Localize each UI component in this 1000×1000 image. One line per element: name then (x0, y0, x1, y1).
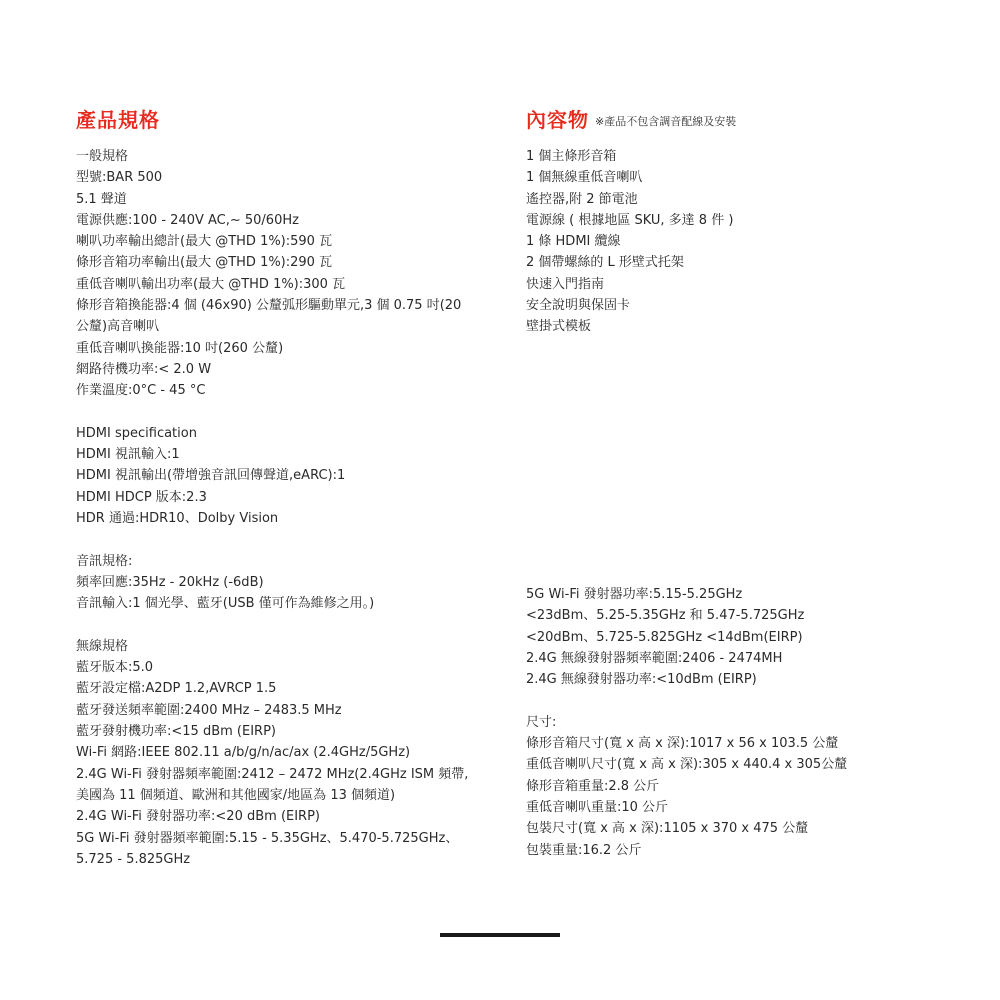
spec-line: 2.4G Wi-Fi 發射器功率:<20 dBm (EIRP) (76, 809, 321, 825)
spec-line: 公釐)高音喇叭 (76, 319, 160, 335)
box-content-item: 1 個主條形音箱 (526, 149, 617, 164)
spec-line: Wi-Fi 網路:IEEE 802.11 a/b/g/n/ac/ax (2.4GHz/5GHz) (76, 745, 411, 761)
spec-line: 5G Wi-Fi 發射器頻率範圍:5.15 - 5.35GHz、5.470-5.725GHz、 (76, 830, 459, 846)
spec-line: 2.4G 無線發射器頻率範圍:2406 - 2474MH (526, 650, 783, 666)
spec-line: 包裝尺寸(寬 x 高 x 深):1105 x 370 x 475 公釐 (526, 821, 809, 837)
box-contents-title: 內容物 (526, 108, 589, 132)
spec-line: 2.4G Wi-Fi 發射器頻率範圍:2412 – 2472 MHz(2.4GHz ISM 頻帶, (76, 766, 469, 782)
spec-line: 5.1 聲道 (76, 191, 127, 207)
box-contents-note: ※產品不包含調音配線及安裝 (595, 115, 737, 128)
spec-line: 型號:BAR 500 (76, 170, 163, 186)
box-content-item: 壁掛式模板 (526, 319, 592, 335)
box-content-item: 2 個帶螺絲的 L 形壁式托架 (526, 255, 684, 271)
spec-line (526, 690, 847, 711)
spec-line: 條形音箱尺寸(寬 x 高 x 深):1017 x 56 x 103.5 公釐 (526, 736, 839, 752)
spec-line: 尺寸: (526, 714, 557, 730)
spec-line: 頻率回應:35Hz - 20kHz (-6dB) (76, 574, 264, 590)
spec-line: 重低音喇叭尺寸(寬 x 高 x 深):305 x 440.4 x 305公釐 (526, 757, 848, 773)
spec-line: 藍牙發送頻率範圍:2400 MHz – 2483.5 MHz (76, 702, 342, 718)
spec-line: 作業溫度:0°C - 45 °C (76, 383, 206, 399)
spec-line: 2.4G 無線發射器功率:<10dBm (EIRP) (526, 672, 757, 688)
spec-line: 條形音箱功率輸出(最大 @THD 1%):290 瓦 (76, 255, 333, 271)
box-content-item: 快速入門指南 (526, 276, 605, 292)
box-content-item: 安全說明與保固卡 (526, 298, 631, 314)
spec-line (76, 615, 468, 636)
spec-line: 一般規格 (76, 149, 129, 164)
spec-line: 藍牙設定檔:A2DP 1.2,AVRCP 1.5 (76, 681, 277, 697)
spec-line: 藍牙版本:5.0 (76, 660, 154, 676)
spec-line: 藍牙發射機功率:<15 dBm (EIRP) (76, 724, 276, 740)
page-indicator-bar (440, 933, 560, 937)
spec-line: 包裝重量:16.2 公斤 (526, 842, 642, 858)
spec-line: 音訊規格: (76, 553, 133, 569)
box-contents-heading (526, 104, 736, 133)
box-content-item: 遙控器,附 2 節電池 (526, 191, 638, 207)
spec-line: <20dBm、5.725-5.825GHz <14dBm(EIRP) (526, 629, 803, 645)
specifications-heading: 產品規格 (76, 108, 160, 132)
spec-line: 電源供應:100 - 240V AC,~ 50/60Hz (76, 212, 299, 228)
spec-line: HDMI specification (76, 425, 197, 441)
box-content-item: 1 個無線重低音喇叭 (526, 170, 643, 186)
spec-line: 美國為 11 個頻道、歐洲和其他國家/地區為 13 個頻道) (76, 787, 396, 803)
spec-line: HDMI 視訊輸入:1 (76, 447, 180, 463)
spec-line: 5.725 - 5.825GHz (76, 851, 191, 867)
spec-line: 條形音箱換能器:4 個 (46x90) 公釐弧形驅動單元,3 個 0.75 吋(20 (76, 298, 462, 314)
spec-line: <23dBm、5.25-5.35GHz 和 5.47-5.725GHz (526, 608, 805, 624)
spec-line: HDR 通過:HDR10、Dolby Vision (76, 511, 279, 527)
spec-line (76, 402, 468, 423)
box-contents-list (526, 146, 733, 338)
box-content-item: 1 條 HDMI 纜線 (526, 234, 621, 250)
spec-line (76, 529, 468, 550)
spec-line: HDMI HDCP 版本:2.3 (76, 489, 207, 505)
spec-line: 重低音喇叭重量:10 公斤 (526, 799, 669, 815)
spec-line: 網路待機功率:< 2.0 W (76, 361, 212, 377)
spec-line: 重低音喇叭輸出功率(最大 @THD 1%):300 瓦 (76, 276, 346, 292)
spec-line: 音訊輸入:1 個光學、藍牙(USB 僅可作為維修之用。) (76, 596, 375, 612)
spec-line: 5G Wi-Fi 發射器功率:5.15-5.25GHz (526, 587, 743, 602)
additional-specifications-list (526, 584, 847, 861)
box-content-item: 電源線 ( 根據地區 SKU, 多達 8 件 ) (526, 212, 734, 228)
spec-line: 條形音箱重量:2.8 公斤 (526, 778, 660, 794)
spec-line: 喇叭功率輸出總計(最大 @THD 1%):590 瓦 (76, 234, 333, 250)
spec-line: HDMI 視訊輸出(帶增強音訊回傳聲道,eARC):1 (76, 468, 346, 484)
spec-line: 重低音喇叭換能器:10 吋(260 公釐) (76, 340, 284, 356)
spec-line: 無線規格 (76, 638, 129, 654)
specifications-list (76, 146, 468, 870)
